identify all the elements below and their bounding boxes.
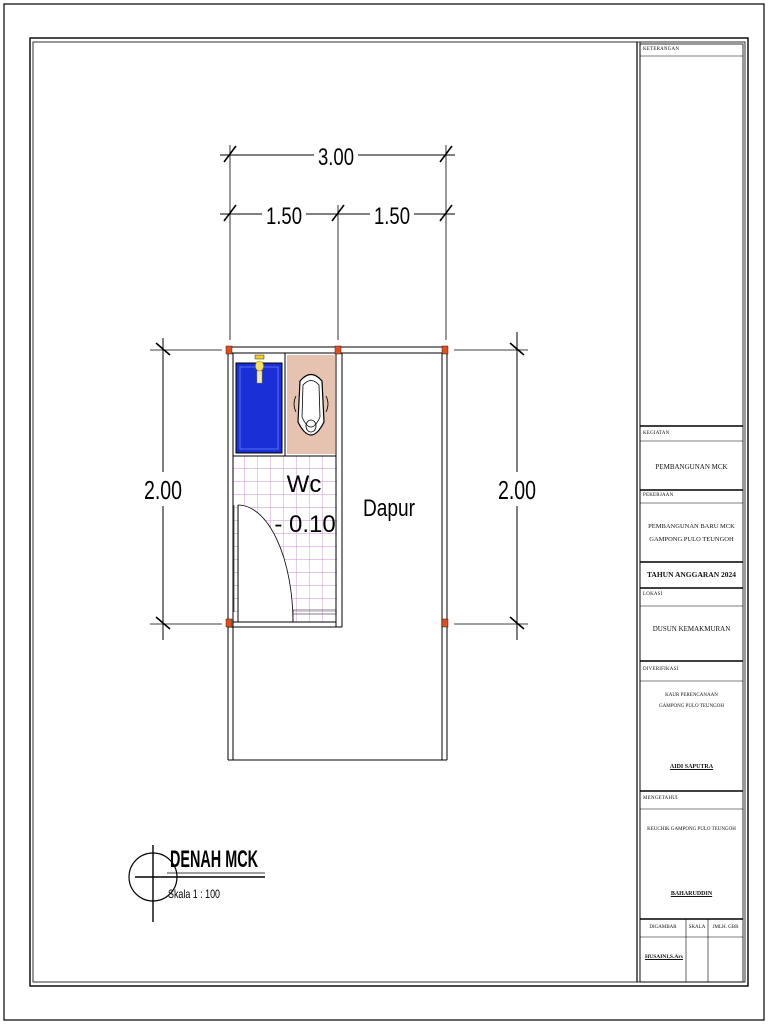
drawing-scale: Skala 1 : 100	[168, 887, 221, 901]
wc-room-label: Wc	[286, 471, 322, 498]
kitchen-room-label: Dapur	[363, 495, 415, 522]
tahun-anggaran: TAHUN ANGGARAN 2024	[646, 570, 737, 579]
drawing-title-block	[129, 845, 265, 922]
kegiatan-label: KEGIATAN	[643, 431, 670, 436]
digambar-label: DIGAMBAR	[649, 925, 677, 930]
pekerjaan-line1: PEMBANGUNAN BARU MCK	[648, 523, 735, 530]
lokasi-value: DUSUN KEMAKMURAN	[652, 625, 731, 633]
diverifikasi-role2: GAMPONG PULO TEUNGOH	[659, 704, 724, 709]
diverifikasi-name: AIDI SAPUTRA	[669, 764, 714, 770]
title-block-grid	[640, 44, 743, 982]
mengetahui-label: MENGETAHUI	[643, 796, 678, 801]
dimension-lines	[150, 145, 528, 640]
lokasi-label: LOKASI	[643, 592, 663, 597]
wc-floor-level: - 0.10	[274, 511, 336, 538]
diverifikasi-role1: KAUR PERENCANAAN	[665, 693, 718, 698]
drawing-title: DENAH MCK	[170, 846, 259, 873]
column	[335, 346, 341, 354]
dim-left-height: 2.00	[144, 475, 182, 505]
kegiatan-value: PEMBANGUNAN MCK	[655, 463, 728, 471]
column	[442, 619, 448, 627]
column	[226, 346, 232, 354]
column	[442, 346, 448, 354]
column	[226, 619, 232, 627]
jmlh-gbr-label: JMLH. GBR	[712, 925, 739, 930]
mengetahui-role: KEUCHIK GAMPONG PULO TEUNGOH	[647, 827, 736, 832]
floor-plan	[226, 346, 448, 760]
dim-right-width: 1.50	[374, 203, 410, 230]
dim-right-height: 2.00	[498, 475, 536, 505]
mengetahui-name: BAHARUDDIN	[670, 891, 713, 897]
diverifikasi-label: DIVERIFIKASI	[643, 667, 679, 672]
keterangan-label: KETERANGAN	[643, 47, 680, 52]
dim-overall-width: 3.00	[318, 144, 354, 171]
dim-left-width: 1.50	[266, 203, 302, 230]
skala-label: SKALA	[688, 925, 706, 930]
pekerjaan-label: PEKERJAAN	[643, 493, 674, 498]
digambar-name: HUSAINI,S.Ars	[645, 954, 683, 960]
pekerjaan-line2: GAMPONG PULO TEUNGOH	[649, 536, 734, 543]
